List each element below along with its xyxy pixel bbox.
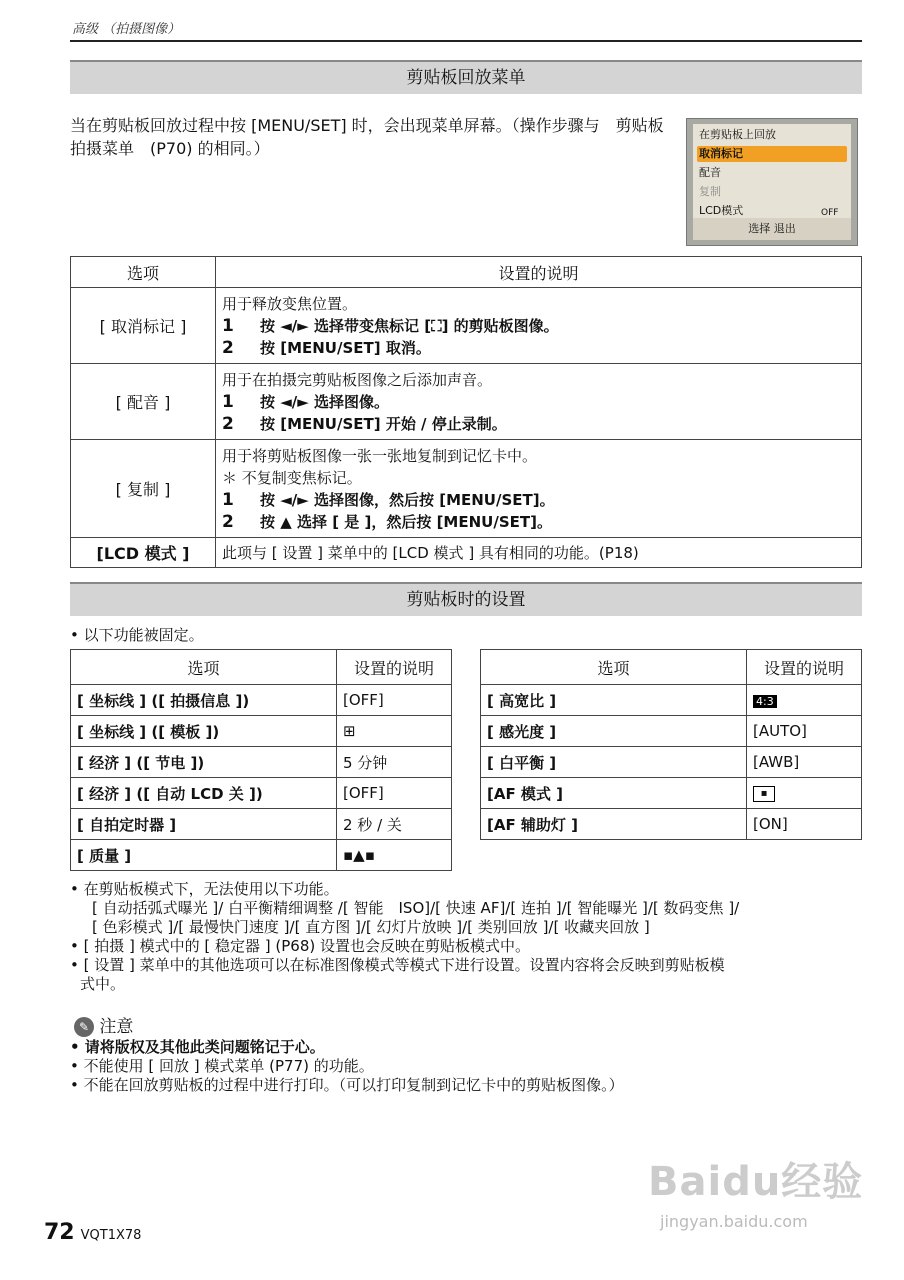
table-row [71,747,452,778]
cell-value: 5 分钟 [337,747,452,778]
af-mode-icon: ▪ [753,786,775,802]
desc-copy [216,440,862,538]
step-number: 2 [222,511,234,532]
step-row [222,511,855,533]
note-line: • [ 拍摄 ] 模式中的 [ 稳定器 ] (P68) 设置也会反映在剪贴板模式中。 [70,937,531,955]
attention-notes [70,1038,870,1095]
table-row [71,778,452,809]
camera-bottom-bar: 选择 退出 [693,218,851,240]
table1-header-option: 选项 [71,257,216,288]
cell-option: [ 经济 ] ([ 自动 LCD 关 ]) [71,778,337,809]
header-rule [70,40,862,42]
cell-value: [AWB] [747,747,862,778]
table3-header-desc: 设置的说明 [747,650,862,685]
option-copy: [ 复制 ] [71,440,216,538]
cell-option: [ 经济 ] ([ 节电 ]) [71,747,337,778]
camera-item-2: 复制 [699,185,721,198]
note-line: [ 自动括弧式曝光 ]/ 白平衡精细调整 /[ 智能 ISO]/[ 快速 AF]/[ 连拍 ]/[ 智能曝光 ]/[ 数码变焦 ]/ [92,899,740,917]
table-row [71,716,452,747]
desc-dubbing [216,364,862,440]
table3-header-option: 选项 [481,650,747,685]
cell-option: [ 感光度 ] [481,716,747,747]
desc-cancel-mark [216,288,862,364]
pencil-icon: ✎ [74,1017,94,1037]
camera-item-0: 取消标记 [699,147,743,160]
playback-menu-table [70,256,862,568]
cell-value: [OFF] [337,778,452,809]
table-row [481,747,862,778]
page-footer [44,1220,141,1245]
cell-value: [ON] [747,809,862,840]
quality-icon: ▪▲▪ [337,840,452,871]
step-row [222,337,855,359]
note-line: • [ 设置 ] 菜单中的其他选项可以在标准图像模式等模式下进行设置。设置内容将会反映到剪贴板模 [70,956,725,974]
attention-title: 注意 [99,1017,134,1037]
cell-option: [ 质量 ] [71,840,337,871]
af-mode-cell [747,778,862,809]
camera-screen-image [686,118,858,246]
camera-lcd-value: OFF [821,208,839,218]
cell-option: [ 坐标线 ] ([ 模板 ]) [71,716,337,747]
section-title-clipboard-settings: 剪贴板时的设置 [70,582,862,616]
attention-heading [74,1012,133,1037]
option-lcd-mode: [LCD 模式 ] [71,538,216,568]
table1-header-desc: 设置的说明 [216,257,862,288]
grid-icon: ⊞ [337,716,452,747]
step-row [222,315,855,337]
camera-screen-title: 在剪贴板上回放 [699,128,776,141]
table-row [481,716,862,747]
watermark-url: jingyan.baidu.com [660,1212,808,1231]
attention-item: • 不能在回放剪贴板的过程中进行打印。（可以打印复制到记忆卡中的剪贴板图像。） [70,1076,624,1094]
option-dubbing: [ 配音 ] [71,364,216,440]
table-row [71,809,452,840]
attention-item: • 请将版权及其他此类问题铭记于心。 [70,1038,325,1056]
intro-paragraph: 当在剪贴板回放过程中按 [MENU/SET] 时，会出现菜单屏幕。（操作步骤与 剪贴板拍摄菜单 (P70) 的相同。） [70,116,664,158]
running-header: 高级 （拍摄图像） [72,22,181,37]
cell-value: 2 秒 / 关 [337,809,452,840]
step-number: 1 [222,489,234,510]
cell-value: [AUTO] [747,716,862,747]
option-cancel-mark: [ 取消标记 ] [71,288,216,364]
step-number: 2 [222,337,234,358]
cell-option: [ 坐标线 ] ([ 拍摄信息 ]) [71,685,337,716]
table-row [71,685,452,716]
step-row [222,391,855,413]
table-row [71,840,452,871]
step-text: 按 ◄/► 选择图像，然后按 [MENU/SET]。 [260,490,555,509]
table-row [481,685,862,716]
step-text: 按 [MENU/SET] 取消。 [260,338,431,357]
step-number: 1 [222,315,234,336]
cell-option: [ 高宽比 ] [481,685,747,716]
table-row [481,809,862,840]
step-text: 按 [MENU/SET] 开始 / 停止录制。 [260,414,507,433]
step-text: 按 ▲ 选择 [ 是 ]，然后按 [MENU/SET]。 [260,512,552,531]
step-number: 2 [222,413,234,434]
note-line: 式中。 [80,975,126,993]
desc-lcd-mode: 此项与 [ 设置 ] 菜单中的 [LCD 模式 ] 具有相同的功能。(P18) [216,538,862,568]
watermark-logo: Baidu经验 [648,1159,864,1205]
cell-option: [ 自拍定时器 ] [71,809,337,840]
table-row [481,778,862,809]
fixed-settings-table-right [480,649,862,840]
cell-option: [ 白平衡 ] [481,747,747,778]
doc-code: VQT1X78 [80,1228,142,1243]
cell-value: [OFF] [337,685,452,716]
step-number: 1 [222,391,234,412]
cell-option: [AF 辅助灯 ] [481,809,747,840]
note-line: • 在剪贴板模式下，无法使用以下功能。 [70,880,339,898]
section-title-playback-menu: 剪贴板回放菜单 [70,60,862,94]
camera-item-1: 配音 [699,166,721,179]
camera-item-3: LCD模式 [699,204,744,217]
note-line: [ 色彩模式 ]/[ 最慢快门速度 ]/[ 直方图 ]/[ 幻灯片放映 ]/[ 类别回放 ]/[ 收藏夹回放 ] [92,918,650,936]
cell-option: [AF 模式 ] [481,778,747,809]
desc-line: ＊ 不复制变焦标记。 [222,468,362,487]
aspect-ratio-icon: 4:3 [753,695,777,708]
table2-header-option: 选项 [71,650,337,685]
page-number: 72 [44,1220,75,1245]
desc-line: 用于将剪贴板图像一张一张地复制到记忆卡中。 [222,446,538,465]
aspect-cell [747,685,862,716]
step-row [222,489,855,511]
fixed-settings-table-left [70,649,452,871]
step-row [222,413,855,435]
fixed-note: • 以下功能被固定。 [70,626,204,644]
desc-line: 用于释放变焦位置。 [222,294,358,313]
attention-item: • 不能使用 [ 回放 ] 模式菜单 (P77) 的功能。 [70,1057,374,1075]
restriction-notes [70,880,870,994]
table2-header-desc: 设置的说明 [337,650,452,685]
desc-line: 用于在拍摄完剪贴板图像之后添加声音。 [222,370,493,389]
step-text: 按 ◄/► 选择图像。 [260,392,389,411]
step-text: 按 ◄/► 选择带变焦标记 [⛶] 的剪贴板图像。 [260,316,559,335]
